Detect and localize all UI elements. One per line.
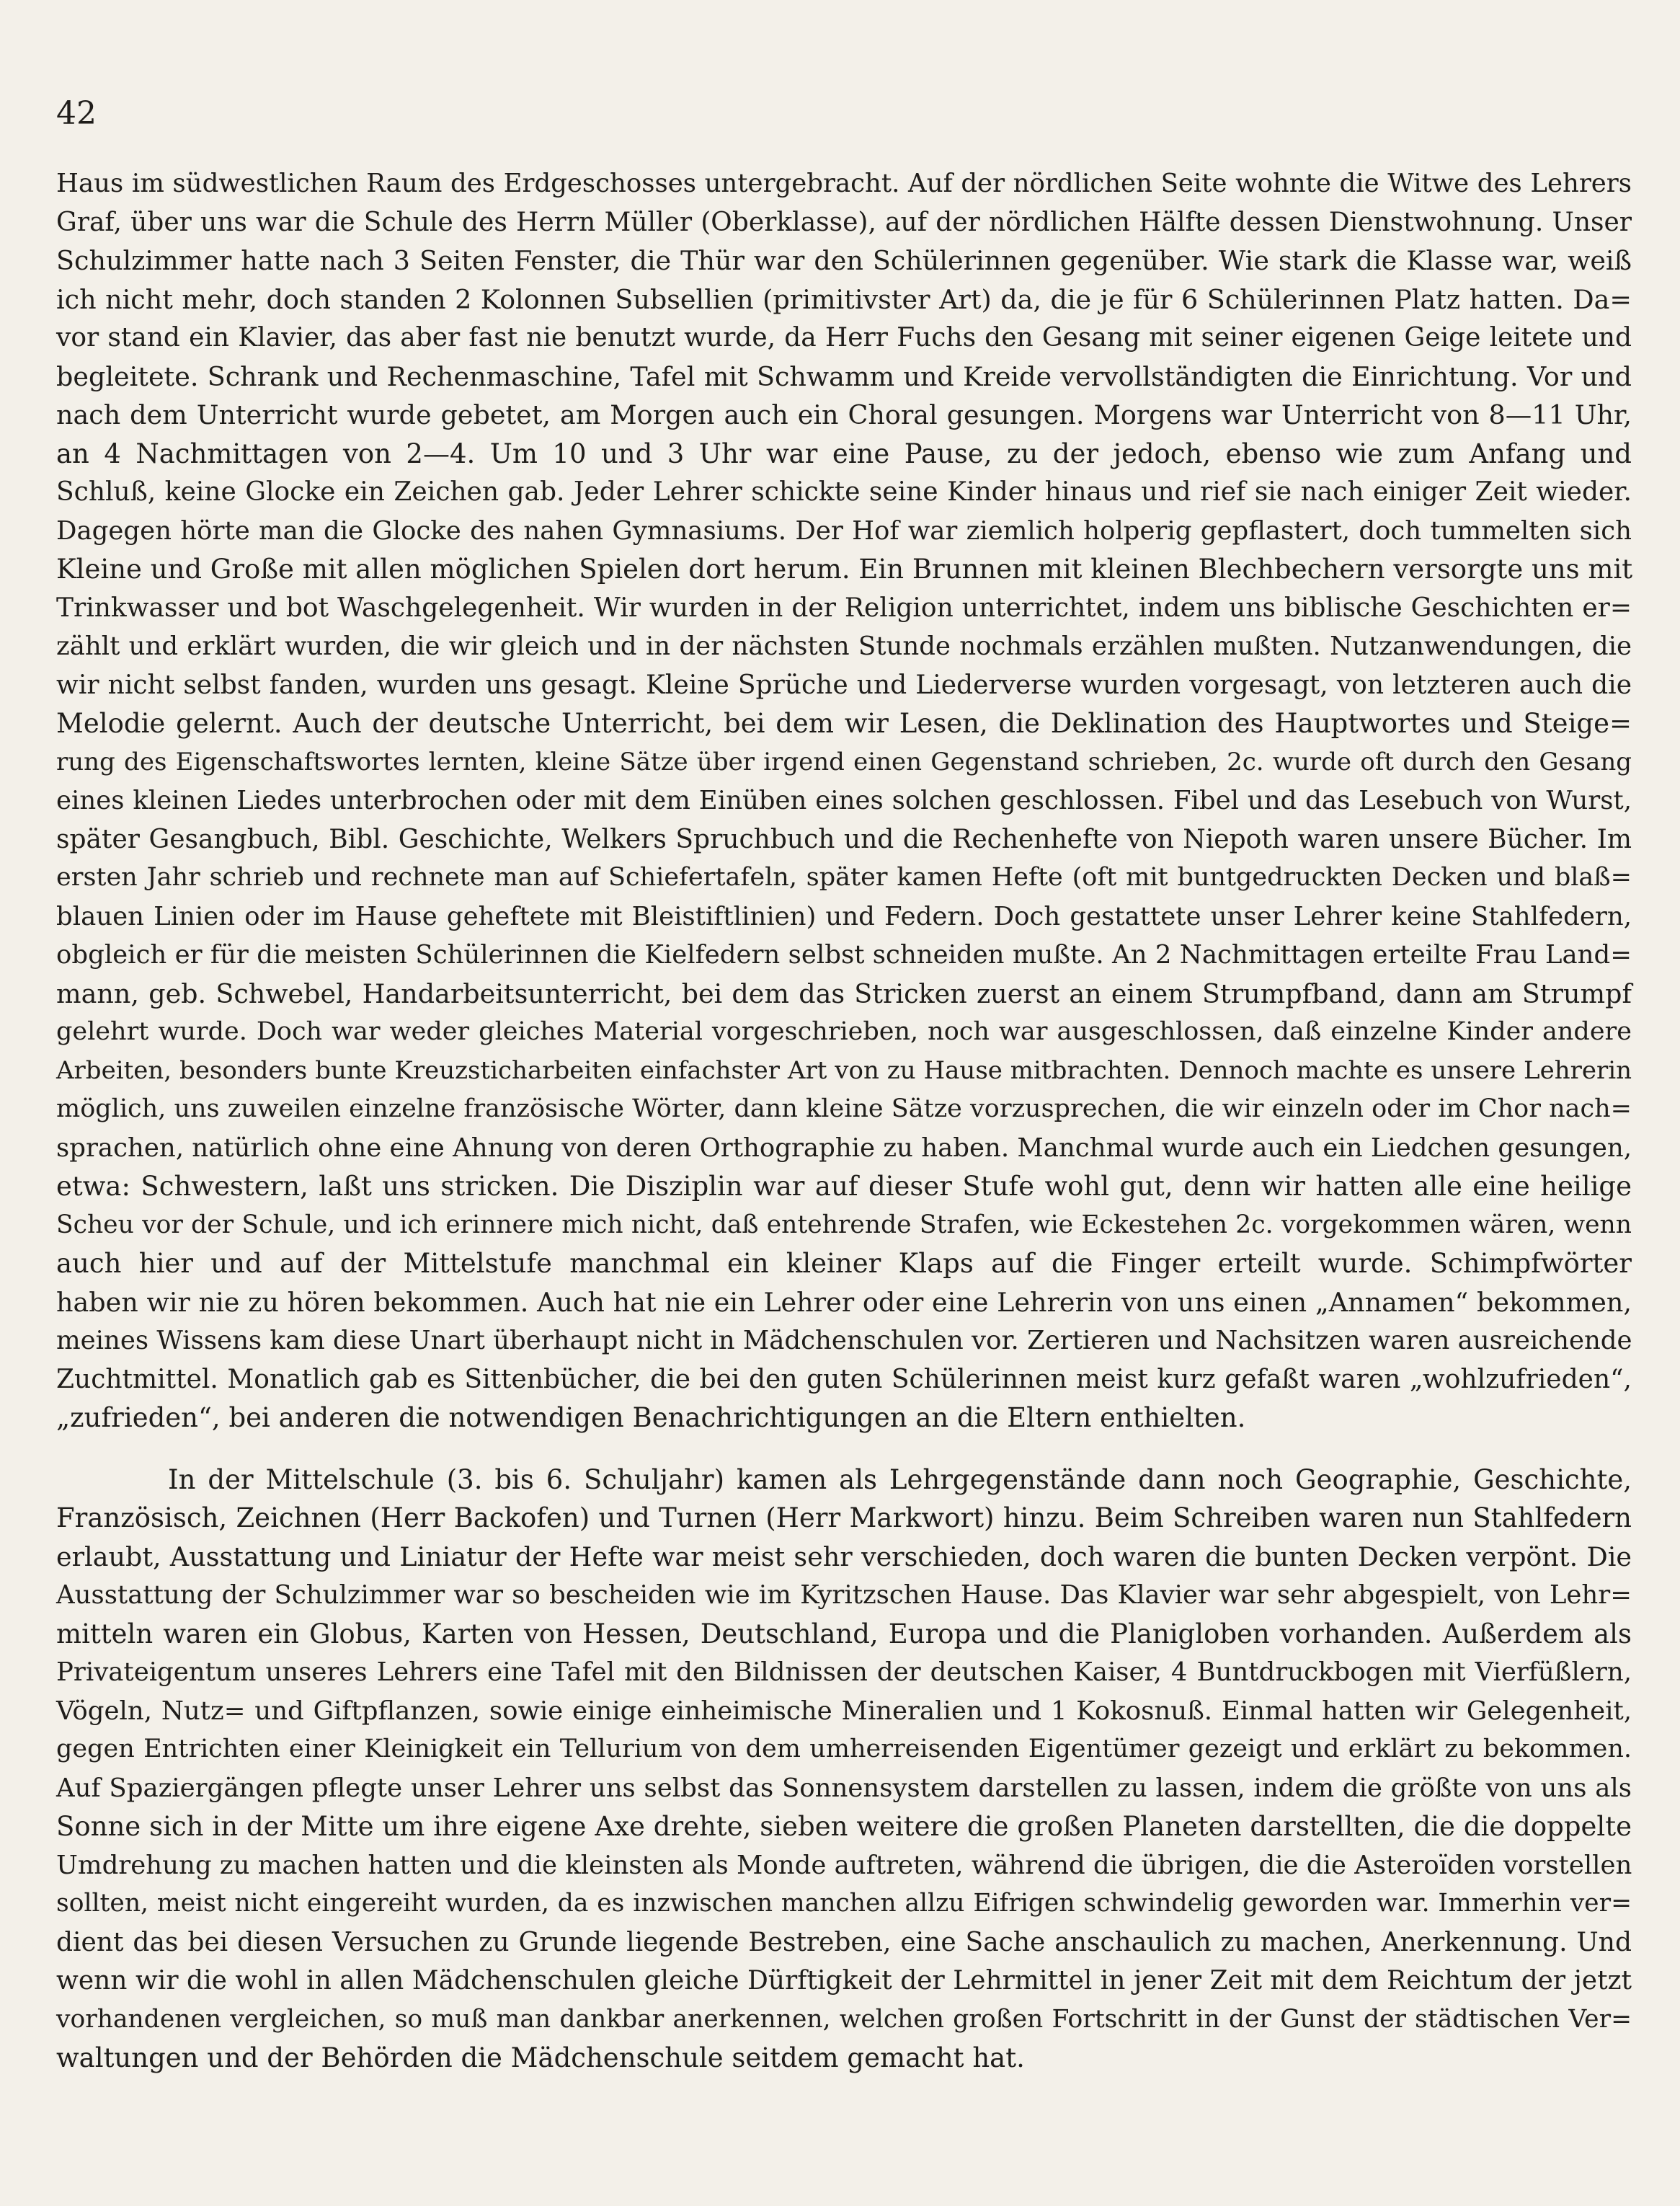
- text-line: meines Wissens kam diese Unart überhaupt nicht in Mädchenschulen vor. Zertieren und Nachsitzen waren ausreichende: [56, 1326, 1632, 1355]
- text-line: Privateigentum unseres Lehrers eine Tafel mit den Bildnissen der deutschen Kaiser, 4 Buntdruckbogen mit Vierfüßlern,: [56, 1657, 1632, 1687]
- text-line: erlaubt, Ausstattung und Liniatur der Hefte war meist sehr verschieden, doch waren die bunten Decken verpönt. Die: [56, 1541, 1632, 1572]
- text-line: Zuchtmittel. Monatlich gab es Sittenbücher, die bei den guten Schülerinnen meist kurz gefaßt waren „wohlzufrieden“,: [56, 1364, 1632, 1394]
- text-line: möglich, uns zuweilen einzelne französische Wörter, dann kleine Sätze vorzusprechen, die wir einzeln oder im Chor nach=: [56, 1094, 1632, 1123]
- text-line: waltungen und der Behörden die Mädchenschule seitdem gemacht hat.: [56, 2042, 1025, 2073]
- paragraph-1: [56, 164, 1632, 1438]
- text-line: sprachen, natürlich ohne eine Ahnung von deren Orthographie zu haben. Manchmal wurde auch ein Liedchen gesungen,: [56, 1133, 1632, 1163]
- paragraph-2: [56, 1461, 1632, 2078]
- text-line: Sonne sich in der Mitte um ihre eigene Axe drehte, sieben weitere die großen Planeten darstellten, die die doppelte: [56, 1811, 1632, 1842]
- text-line: Französisch, Zeichnen (Herr Backofen) und Turnen (Herr Markwort) hinzu. Beim Schreiben waren nun Stahlfedern: [56, 1502, 1632, 1533]
- text-line: Melodie gelernt. Auch der deutsche Unterricht, bei dem wir Lesen, die Deklination des Hauptwortes und Steige=: [56, 708, 1632, 739]
- text-line: später Gesangbuch, Bibl. Geschichte, Welkers Spruchbuch und die Rechenhefte von Niepoth waren unsere Bücher. Im: [56, 824, 1632, 854]
- text-line: zählt und erklärt wurden, die wir gleich und in der nächsten Stunde nochmals erzählen mußten. Nutzanwendungen, die: [56, 632, 1632, 661]
- body-text: [56, 164, 1632, 2078]
- text-line: mann, geb. Schwebel, Handarbeitsunterricht, bei dem das Stricken zuerst an einem Strumpfband, dann am Strumpf: [56, 978, 1632, 1009]
- text-line: Kleine und Große mit allen möglichen Spielen dort herum. Ein Brunnen mit kleinen Blechbechern versorgte uns mit: [56, 554, 1633, 585]
- text-line: Auf Spaziergängen pflegte unser Lehrer uns selbst das Sonnensystem darstellen zu lassen, indem die größte von uns als: [56, 1773, 1632, 1803]
- text-line: „zufrieden“, bei anderen die notwendigen Benachrichtigungen an die Eltern enthielten.: [56, 1402, 1246, 1433]
- text-line: mitteln waren ein Globus, Karten von Hessen, Deutschland, Europa und die Planigloben vorhanden. Außerdem als: [56, 1618, 1632, 1649]
- text-line: rung des Eigenschaftswortes lernten, kleine Sätze über irgend einen Gegenstand schrieben, 2c. wurde oft durch den Gesang: [56, 747, 1632, 776]
- text-line: Trinkwasser und bot Waschgelegenheit. Wir wurden in der Religion unterrichtet, indem uns biblische Geschichten er=: [56, 593, 1632, 623]
- page-number: 42: [56, 95, 97, 132]
- text-line: vorhandenen vergleichen, so muß man dankbar anerkennen, welchen großen Fortschritt in der Gunst der städtischen Ver=: [56, 2004, 1632, 2034]
- text-line: dient das bei diesen Versuchen zu Grunde liegende Bestreben, eine Sache anschaulich zu machen, Anerkennung. Und: [56, 1927, 1632, 1957]
- text-line: ich nicht mehr, doch standen 2 Kolonnen Subsellien (primitivster Art) da, die je für 6 Schülerinnen Platz hatten. Da=: [56, 283, 1632, 315]
- text-line: an 4 Nachmittagen von 2—4. Um 10 und 3 Uhr war eine Pause, zu der jedoch, ebenso wie zum Anfang und: [56, 438, 1632, 469]
- text-line: wir nicht selbst fanden, wurden uns gesagt. Kleine Sprüche und Liederverse wurden vorgesagt, von letzteren auch die: [56, 670, 1632, 700]
- text-line: haben wir nie zu hören bekommen. Auch hat nie ein Lehrer oder eine Lehrerin von uns einen „Annamen“ bekommen,: [56, 1286, 1632, 1318]
- text-line: Vögeln, Nutz= und Giftpflanzen, sowie einige einheimische Mineralien und 1 Kokosnuß. Einmal hatten wir Gelegenheit,: [56, 1696, 1632, 1726]
- text-line: blauen Linien oder im Hause geheftete mit Bleistiftlinien) und Federn. Doch gestattete unser Lehrer keine Stahlfedern,: [56, 901, 1632, 931]
- text-line: Schluß, keine Glocke ein Zeichen gab. Jeder Lehrer schickte seine Kinder hinaus und rief sie nach einiger Zeit wieder.: [56, 477, 1632, 507]
- text-line: gegen Entrichten einer Kleinigkeit ein Tellurium von dem umherreisenden Eigentümer gezeigt und erklärt zu bekommen.: [56, 1735, 1632, 1763]
- text-line: begleitete. Schrank und Rechenmaschine, Tafel mit Schwamm und Kreide vervollständigten die Einrichtung. Vor und: [56, 360, 1632, 392]
- text-line: sollten, meist nicht eingereiht wurden, da es inzwischen manchen allzu Eifrigen schwindelig geworden war. Immerhin ver=: [56, 1889, 1632, 1918]
- text-line: Haus im südwestlichen Raum des Erdgeschosses untergebracht. Auf der nördlichen Seite wohnte die Witwe des Lehrers: [56, 169, 1632, 198]
- text-line: nach dem Unterricht wurde gebetet, am Morgen auch ein Choral gesungen. Morgens war Unterricht von 8—11 Uhr,: [56, 399, 1632, 430]
- text-line: etwa: Schwestern, laßt uns stricken. Die Disziplin war auf dieser Stufe wohl gut, denn wir hatten alle eine heilige: [56, 1171, 1632, 1202]
- text-line: Schulzimmer hatte nach 3 Seiten Fenster, die Thür war den Schülerinnen gegenüber. Wie stark die Klasse war, weiß: [56, 245, 1632, 276]
- text-line: auch hier und auf der Mittelstufe manchmal ein kleiner Klaps auf die Finger erteilt wurde. Schimpfwörter: [56, 1248, 1632, 1279]
- text-line: obgleich er für die meisten Schülerinnen die Kielfedern selbst schneiden mußte. An 2 Nachmittagen erteilte Frau Land=: [56, 940, 1632, 970]
- paragraph-spacer: [56, 1438, 1632, 1461]
- text-line: Arbeiten, besonders bunte Kreuzsticharbeiten einfachster Art von zu Hause mitbrachten. Dennoch machte es unsere Lehrerin: [56, 1055, 1632, 1085]
- text-line: In der Mittelschule (3. bis 6. Schuljahr) kamen als Lehrgegenstände dann noch Geographie, Geschichte,: [168, 1463, 1632, 1495]
- text-line: vor stand ein Klavier, das aber fast nie benutzt wurde, da Herr Fuchs den Gesang mit seiner eigenen Geige leitete und: [56, 323, 1632, 353]
- text-line: Dagegen hörte man die Glocke des nahen Gymnasiums. Der Hof war ziemlich holperig gepflastert, doch tummelten sich: [56, 515, 1632, 546]
- text-line: Graf, über uns war die Schule des Herrn Müller (Oberklasse), auf der nördlichen Hälfte dessen Dienstwohnung. Unser: [56, 207, 1632, 237]
- text-line: gelehrt wurde. Doch war weder gleiches Material vorgeschrieben, noch war ausgeschlossen, daß einzelne Kinder andere: [56, 1017, 1632, 1046]
- text-line: ersten Jahr schrieb und rechnete man auf Schiefertafeln, später kamen Hefte (oft mit buntgedruckten Decken und blaß=: [56, 863, 1632, 892]
- text-line: Ausstattung der Schulzimmer war so bescheiden wie im Kyritzschen Hause. Das Klavier war sehr abgespielt, von Lehr=: [56, 1580, 1632, 1610]
- text-line: Scheu vor der Schule, und ich erinnere mich nicht, daß entehrende Strafen, wie Eckestehen 2c. vorgekommen wären, wenn: [56, 1210, 1632, 1239]
- text-line: wenn wir die wohl in allen Mädchenschulen gleiche Dürftigkeit der Lehrmittel in jener Zeit mit dem Reichtum der jetzt: [56, 1966, 1632, 1995]
- text-line: eines kleinen Liedes unterbrochen oder mit dem Einüben eines solchen geschlossen. Fibel und das Lesebuch von Wurst,: [56, 786, 1632, 815]
- text-line: Umdrehung zu machen hatten und die kleinsten als Monde auftreten, während die übrigen, die die Asteroïden vorstellen: [56, 1850, 1632, 1880]
